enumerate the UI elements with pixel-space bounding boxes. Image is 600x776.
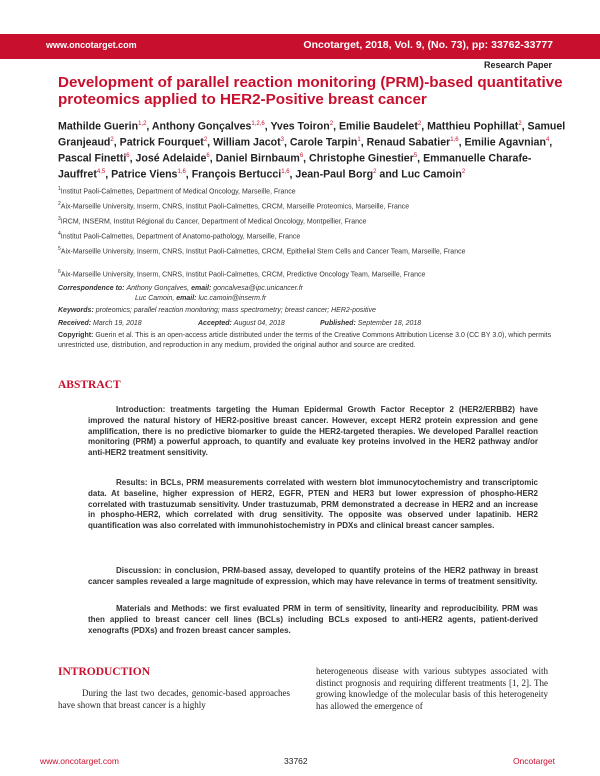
page-number: 33762 — [284, 756, 308, 766]
affiliation: $^3$IRCM, INSERM, Institut Régional du Cancer, Department of Medical Oncology, Montpellier, France — [58, 216, 367, 226]
author-name: Anthony Gonçalves — [151, 120, 252, 133]
author-affiliation-ref: 1,6 — [450, 137, 459, 144]
author-list: Mathilde Guerin$^{1,2}$, Anthony Gonçalves$^{1,2,6}$, Yves Toiron$^2$, Emilie Baudelet$^2$, Matthieu Pophillat$^2$, Samuel Granjeaud$^2$, Patrick Fourquet$^2$, William Jacot$^3$, Carole Tarpin$^1$, Renaud Sabatier$^{1,6}$, Emilie Agavnian$^4$, Pascal Finetti$^6$, José Adelaide$^6$, Daniel Birnbaum$^6$, Christophe Ginestier$^5$, Emmanuelle Charafe-Jauffret$^{4,5}$, Patrice Viens$^{1,6}$, François Bertucci$^{1,6}$, Jean-Paul Borg$^2$ and Luc Camoin$^2$ — [58, 120, 566, 181]
abstract-results: Results: in BCLs, PRM measurements correlated with western blot immunocytochemistry and transcriptomic data. At baseline, higher expression of HER2, EGFR, PTEN and HER3 but lower expression of phospho-HER2 correlated with trastuzumab sensitivity. Under trastuzumab, PRM demonstrated a decrease in HER2 and an increase in phospho-HER2, which correlated with drug sensitivity. The opposite was observed under lapatinib. HER2 quantification was also correlated with immunohistochemistry in PDXs and clinical breast cancer samples. — [88, 478, 538, 531]
author-affiliation-ref: 6 — [206, 153, 210, 160]
footer-journal: Oncotarget — [512, 756, 555, 766]
author-name: Jean-Paul Borg — [295, 168, 374, 181]
author-affiliation-ref: 2 — [518, 121, 522, 127]
author-name: José Adelaide — [135, 152, 207, 165]
introduction-heading: INTRODUCTION — [58, 666, 151, 678]
author-affiliation-ref: 6 — [299, 153, 304, 160]
affiliation: $^4$Institut Paoli-Calmettes, Department of Anatomo-pathology, Marseille, France — [58, 231, 301, 241]
page-title: Development of parallel reaction monitoring (PRM)-based quantitative proteomics applied to HER2-Positive breast cancer — [58, 74, 563, 108]
author-name: François Bertucci — [191, 168, 282, 181]
correspondence-2: Luc Camoin, email: luc.camoin@inserm.fr — [135, 295, 267, 302]
author-affiliation-ref: 1,2,6 — [251, 121, 265, 127]
author-affiliation-ref: 2 — [373, 169, 377, 176]
author-name: Pascal Finetti — [58, 152, 127, 165]
author-name: Renaud Sabatier — [366, 136, 451, 149]
author-affiliation-ref: 4,5 — [96, 169, 106, 176]
author-name: Carole Tarpin — [289, 136, 358, 149]
intro-left-column: During the last two decades, genomic-based approaches have shown that breast cancer is a highly — [58, 688, 290, 710]
affiliation: $^5$Aix-Marseille University, Inserm, CNRS, Institut Paoli-Calmettes, CRCM, Epithelial Stem Cells and Cancer Team, Marseille, France — [58, 246, 466, 256]
author-name: Samuel Granjeaud — [58, 120, 566, 149]
abstract-introduction: Introduction: treatments targeting the Human Epidermal Growth Factor Receptor 2 (HER2/ERBB2) have improved the natural history of HER2-positive breast cancer. However, except HER2 protein expression and gene amplification, there is no predictive biomarker to guide the HER2-targeted therapies. We developed Parallel reaction monitoring (PRM) a powerful approach, to quantify and evaluate key proteins involved in the HER2 pathway and/or anti-HER2 treatment sensitivity. — [88, 405, 538, 458]
author-affiliation-ref: 1,6 — [281, 169, 290, 176]
author-name: Patrick Fourquet — [119, 136, 204, 149]
author-name: Yves Toiron — [270, 120, 330, 133]
author-name: Mathilde Guerin — [58, 120, 139, 133]
article-type: Research Paper — [483, 60, 552, 70]
abstract-discussion: Discussion: in conclusion, PRM-based assay, developed to quantify proteins of the HER2 pathway in breast cancer samples revealed a large magnitude of expression, which may have relevance in terms of treatment sensitivity. — [88, 566, 538, 586]
author-name: Christophe Ginestier — [309, 152, 414, 165]
header-bar — [0, 34, 600, 59]
author-affiliation-ref: 2 — [417, 121, 422, 127]
author-name: Matthieu Pophillat — [427, 120, 519, 133]
author-affiliation-ref: 1 — [357, 137, 361, 144]
header-citation: Oncotarget, 2018, Vol. 9, (No. 73), pp: 33762-33777 — [303, 39, 553, 51]
email-link[interactable]: luc.camoin@inserm.fr — [198, 295, 267, 302]
author-affiliation-ref: 2 — [110, 137, 114, 144]
affiliation: $^1$Institut Paoli-Calmettes, Department of Medical Oncology, Marseille, France — [58, 186, 296, 196]
email-link[interactable]: goncalvesa@ipc.unicancer.fr — [213, 285, 303, 292]
author-name: Emmanuelle Charafe-Jauffret — [58, 152, 532, 181]
correspondence: Correspondence to: Anthony Gonçalves, email: goncalvesa@ipc.unicancer.fr — [58, 285, 303, 292]
author-affiliation-ref: 4 — [545, 137, 550, 144]
author-name: Emilie Agavnian — [464, 136, 546, 149]
keywords: Keywords: proteomics; parallel reaction monitoring; mass spectrometry; breast cancer; HER2-positive — [58, 307, 376, 314]
header-site-link[interactable]: www.oncotarget.com — [46, 40, 137, 50]
abstract-heading: ABSTRACT — [58, 379, 121, 391]
author-affiliation-ref: 2 — [203, 137, 208, 144]
author-affiliation-ref: 1,6 — [177, 169, 186, 176]
affiliation: $^2$Aix-Marseille University, Inserm, CNRS, Institut Paoli-Calmettes, CRCM, Marseille Proteomics, Marseille, France — [58, 201, 410, 211]
footer-site-link[interactable]: www.oncotarget.com — [40, 756, 119, 766]
author-affiliation-ref: 2 — [461, 169, 466, 176]
copyright: Copyright: Guerin et al. This is an open-access article distributed under the terms of the Creative Commons Attribution License 3.0 (CC BY 3.0), which permits unrestricted use, distribution, and reproduction in any medium, provided the original author and source are credited. — [58, 332, 552, 349]
author-name: Daniel Birnbaum — [215, 152, 300, 165]
author-affiliation-ref: 1,2 — [138, 121, 147, 127]
author-name: William Jacot — [213, 136, 281, 149]
author-affiliation-ref: 6 — [126, 153, 130, 160]
author-name: Patrice Viens — [111, 168, 178, 181]
author-name: Emilie Baudelet — [338, 120, 418, 133]
intro-right-column: heterogeneous disease with various subtypes associated with distinct prognosis and requiring different treatments [1, 2]. The growing knowledge of the molecular basis of this heterogeneity has allowed the emergence of — [316, 666, 548, 711]
author-affiliation-ref: 3 — [280, 137, 285, 144]
affiliation: $^6$Aix-Marseille University, Inserm, CNRS, Institut Paoli-Calmettes, CRCM, Predictive Oncology Team, Marseille, France — [58, 269, 426, 279]
author-affiliation-ref: 5 — [413, 153, 418, 160]
author-name: Luc Camoin — [401, 168, 462, 181]
abstract-methods: Materials and Methods: we first evaluated PRM in term of sensitivity, linearity and reproducibility. PRM was then applied to breast cancer cell lines (BCLs) including BCLs exposed to anti-HER2 agents, patient-derived xenografts (PDXs) and frozen breast cancer samples. — [88, 604, 538, 635]
author-affiliation-ref: 2 — [329, 121, 334, 127]
